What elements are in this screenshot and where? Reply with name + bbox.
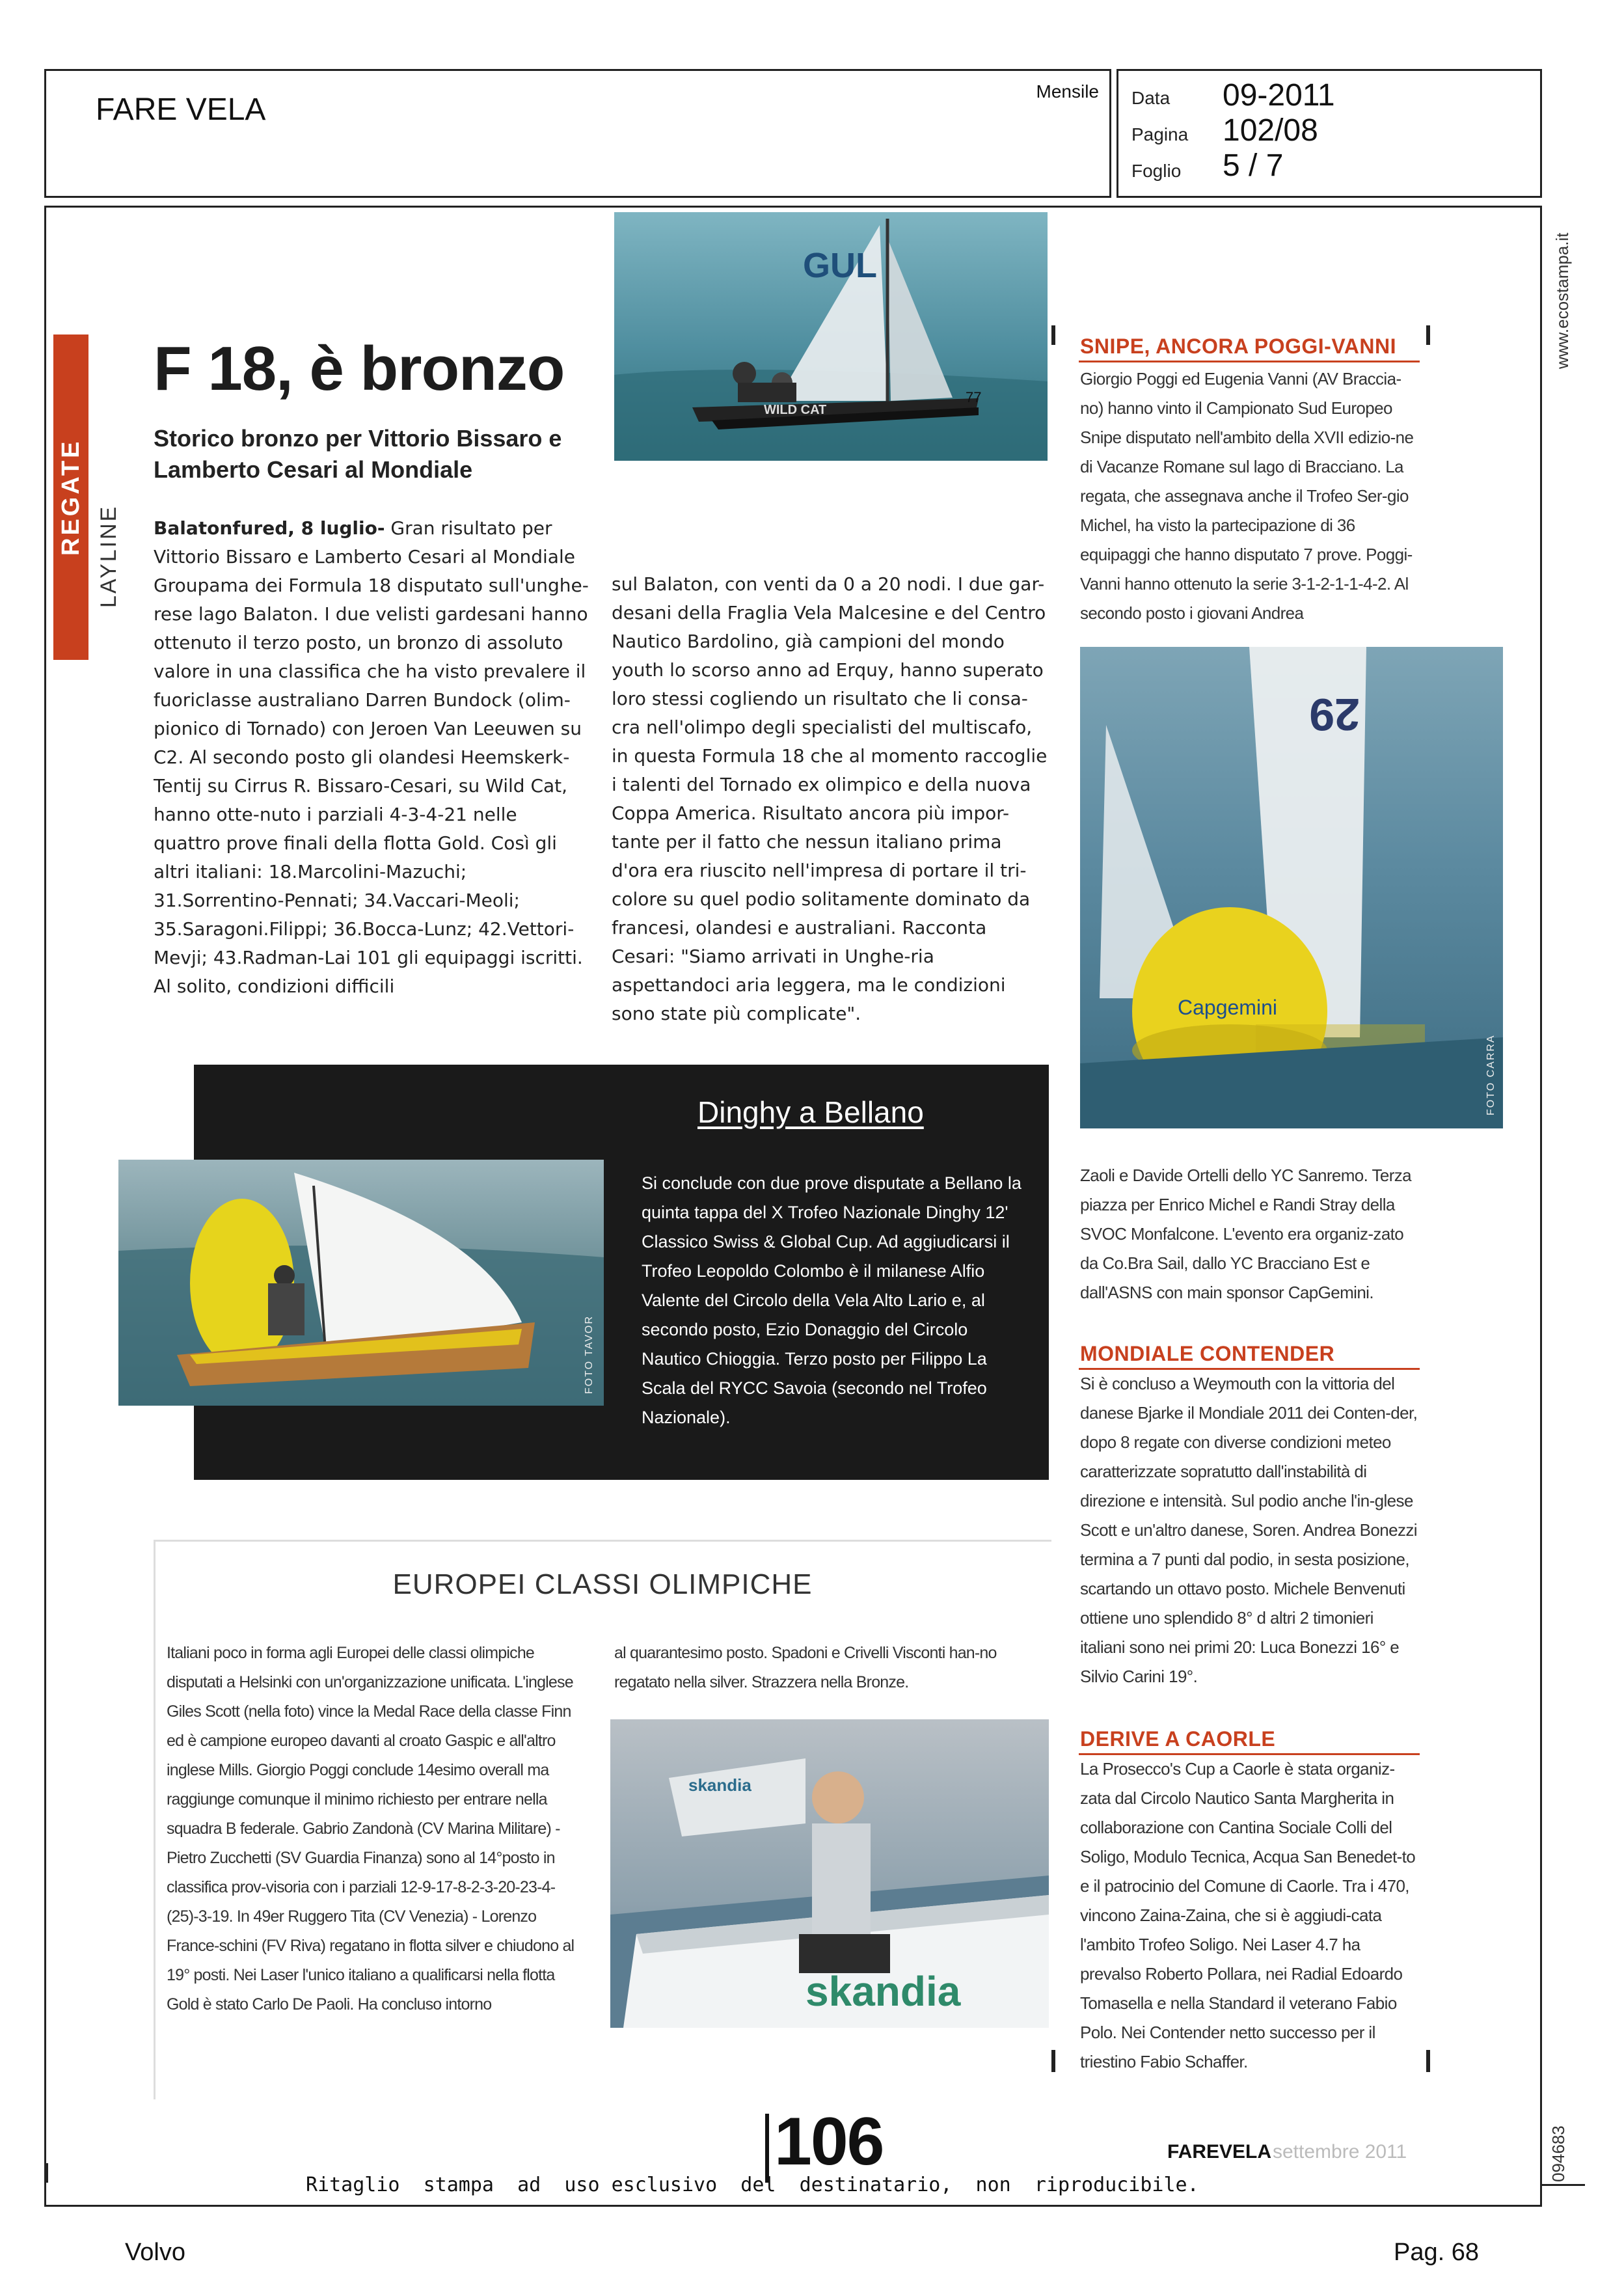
catamaran-photo bbox=[614, 212, 1048, 461]
finn-photo bbox=[610, 1719, 1049, 2028]
finn-hull-logo: skandia bbox=[688, 1775, 751, 1795]
page-number: 106 bbox=[774, 2104, 884, 2179]
cat-sail-logo: GUL bbox=[803, 246, 877, 285]
section-subtab-label: LAYLINE bbox=[96, 504, 121, 608]
dinghy-photo bbox=[118, 1160, 604, 1406]
right-column-mark-top-right bbox=[1426, 325, 1430, 345]
europei-column-2: al quarantesimo posto. Spadoni e Crivelli Visconti han-no regatato nella silver. Strazzera nella Bronze. bbox=[614, 1644, 997, 1691]
finn-illustration bbox=[610, 1719, 1049, 2028]
cat-hull-label: WILD CAT bbox=[764, 403, 827, 417]
article-column-2: sul Balaton, con venti da 0 a 20 nodi. I due gar-desani della Fraglia Vela Malcesine e del Centro Nautico Bardolino, già campioni del mondo youth lo scorso anno ad Erquy, hanno superato loro stessi cogliendo un risultato che li consa-cra nell'olimpo degli specialisti del multiscafo, in questa Formula 18 che al momento raccoglie i talenti del Tornado ex olimpico e della nuova Coppa America. Risultato ancora più impor-tante per il fatto che nessun italiano prima d'ora era riuscito nell'impresa di portare il tri-colore su quel podio solitamente dominato da francesi, olandesi e australiani. Racconta Cesari: "Siamo arrivati in Unghe-ria aspettandoci aria leggera, ma le condizioni sono state più complicate". bbox=[612, 573, 1048, 1024]
side-code: 094683 bbox=[1549, 2125, 1568, 2183]
europei-column-1: Italiani poco in forma agli Europei delle classi olimpiche disputati a Helsinki con un'organizzazione unificata. L'inglese Giles Scott (nella foto) vince la Medal Race della classe Finn ed è campione europeo davanti al croato Gaspic e all'altro inglese Mills. Giorgio Poggi conclude 14esimo overall ma raggiunge comunque il minimo richiesto per entrare nella squadra B federale. Gabrio Zandonà (CV Marina Militare) - Pietro Zucchetti (SV Guardia Finanza) sono al 14°posto in classifica prov-visoria con i parziali 12-9-17-8-2-3-20-23-4-(25)-3-19. In 49er Ruggero Tita (CV Venezia) - Lorenzo France-schini (FV Riva) regatano in flotta silver e chiudono al 19° posti. Nei Laser l'unico italiano a qualificarsi nella flotta Gold è stato Carlo De Paoli. Ha concluso intorno bbox=[167, 1644, 575, 2013]
cat-number: 77 bbox=[966, 389, 982, 405]
dinghy-illustration bbox=[118, 1160, 604, 1406]
article-col1-text: Gran risultato per Vittorio Bissaro e Lamberto Cesari al Mondiale Groupama dei Formula 18 disputato sull'unghe-rese lago Balaton. I due velisti gardesani hanno ottenuto il terzo posto, un bronzo di assoluto valore in una classifica che ha visto prevalere il fuoriclasse australiano Darren Bundock (olim-pionico di Tornado) con Jeroen Van Leeuwen su C2. Al secondo posto gli olandesi Heemskerk-Tentij su Cirrus R. Bissaro-Cesari, su Wild Cat, hanno otte-nuto i parziali 4-3-4-21 nelle quattro prove finali della flotta Gold. Così gli altri italiani: 18.Marcolini-Mazuchi; 31.Sorrentino-Pennati; 34.Vaccari-Meoli; 35.Saragoni.Filippi; 36.Bocca-Lunz; 42.Vettori-Mevji; 43.Radman-Lai 101 gli equipaggi iscritti. Al solito, condizioni difficili bbox=[154, 517, 589, 997]
foglio-value: 5 / 7 bbox=[1223, 148, 1284, 183]
snipe-buoy-logo: Capgemini bbox=[1178, 996, 1277, 1019]
contender-heading: MONDIALE CONTENDER bbox=[1080, 1342, 1335, 1365]
article-title: F 18, è bronzo bbox=[154, 334, 565, 403]
finn-sign-logo: skandia bbox=[805, 1968, 961, 2015]
snipe-photo bbox=[1080, 647, 1503, 1128]
catamaran-illustration bbox=[614, 212, 1048, 461]
snipe-heading-rule bbox=[1079, 361, 1420, 362]
derive-heading: DERIVE A CAORLE bbox=[1080, 1727, 1276, 1751]
footer-brand: FAREVELA bbox=[1167, 2141, 1272, 2163]
derive-text: La Prosecco's Cup a Caorle è stata organiz-zata dal Circolo Nautico Santa Margherita in collaborazione con Cantina Sociale Colli del Soligo, Modulo Tecnica, Acqua San Benedet-to e il patrocinio del Comune di Caorle. Tra i 470, vincono Zaina-Zaina, che si è aggiudi-cata l'ambito Trofeo Soligo. Nei Laser 4.7 ha prevalso Roberto Pollara, nei Radial Edoardo Tomasella e nella Standard il veterano Fabio Polo. Nei Contender netto successo per il triestino Fabio Schaffer. bbox=[1080, 1759, 1416, 2071]
pagina-label: Pagina bbox=[1131, 124, 1189, 144]
snipe-illustration bbox=[1080, 647, 1503, 1128]
header-publication-box bbox=[44, 69, 1111, 198]
footer-left: Volvo bbox=[125, 2239, 185, 2266]
footer-right: Pag. 68 bbox=[1394, 2239, 1479, 2266]
publication-name: FARE VELA bbox=[96, 92, 266, 127]
disclaimer: Ritaglio stampa ad uso esclusivo del destinatario, non riproducibile. bbox=[306, 2174, 1199, 2196]
article-lead: Balatonfured, 8 luglio- bbox=[154, 517, 385, 539]
right-column-mark-top bbox=[1051, 325, 1055, 345]
data-label: Data bbox=[1131, 88, 1171, 108]
snipe-sail-number: 29 bbox=[1309, 689, 1360, 740]
header-info-box bbox=[1116, 69, 1542, 198]
data-value: 09-2011 bbox=[1223, 78, 1335, 113]
article-subtitle: Storico bronzo per Vittorio Bissaro e Lamberto Cesari al Mondiale bbox=[154, 425, 562, 483]
footer-tick bbox=[44, 2163, 48, 2183]
europei-title: EUROPEI CLASSI OLIMPICHE bbox=[392, 1568, 813, 1600]
page-number-bar bbox=[765, 2114, 769, 2183]
snipe-heading: SNIPE, ANCORA POGGI-VANNI bbox=[1080, 334, 1397, 358]
side-url: www.ecostampa.it bbox=[1552, 232, 1572, 369]
snipe-text-1: Giorgio Poggi ed Eugenia Vanni (AV Braccia-no) hanno vinto il Campionato Sud Europeo Snipe disputato nell'ambito della XVII edizio-ne di Vacanze Romane sul lago di Bracciano. La regata, che assegnava anche il Trofeo Ser-gio Michel, ha visto la partecipazione di 36 equipaggi che hanno disputato 7 prove. Poggi-Vanni hanno ottenuto la serie 3-1-2-1-1-4-2. Al secondo posto i giovani Andrea bbox=[1080, 369, 1414, 623]
dinghy-text: Si conclude con due prove disputate a Bellano la quinta tappa del X Trofeo Nazionale Dinghy 12' Classico Swiss & Global Cup. Ad aggiudicarsi il Trofeo Leopoldo Colombo è il milanese Alfio Valente del Circolo della Vela Alto Lario e, al secondo posto, Ezio Donaggio del Circolo Nautico Chioggia. Terzo posto per Filippo La Scala del RYCC Savoia (secondo nel Trofeo Nazionale). bbox=[642, 1173, 1022, 1427]
footer-brand-month: settembre 2011 bbox=[1273, 2141, 1407, 2163]
article-column-1 bbox=[154, 514, 589, 1001]
section-tab-label: REGATE bbox=[57, 439, 85, 556]
foglio-label: Foglio bbox=[1131, 161, 1182, 181]
dinghy-photo-credit: FOTO TAVOR bbox=[584, 1315, 595, 1394]
snipe-photo-credit: FOTO CARRA bbox=[1485, 1034, 1496, 1115]
contender-text: Si è concluso a Weymouth con la vittoria del danese Bjarke il Mondiale 2011 dei Conten-der, dopo 8 regate con diverse condizioni meteo caratterizzate sopratutto dall'instabilità di direzione e intensità. Sul podio anche l'in-glese Scott e un'altro danese, Soren. Andrea Bonezzi termina a 7 punti dal podio, in sesta posizione, scartando un ottavo posto. Michele Benvenuti ottiene uno splendido 8° d altri 2 timonieri italiani sono nei primi 20: Luca Bonezzi 16° e Silvio Carini 19°. bbox=[1080, 1374, 1418, 1686]
right-column-mark-bottom-right bbox=[1426, 2050, 1430, 2072]
side-divider bbox=[1542, 2184, 1585, 2186]
pagina-value: 102/08 bbox=[1223, 113, 1318, 148]
dinghy-title: Dinghy a Bellano bbox=[697, 1095, 924, 1129]
right-column-mark-bottom bbox=[1051, 2050, 1055, 2072]
snipe-text-2: Zaoli e Davide Ortelli dello YC Sanremo. Terza piazza per Enrico Michel e Randi Stray della SVOC Monfalcone. L'evento era organiz-zato da Co.Bra Sail, dallo YC Bracciano Est e dall'ASNS con main sponsor CapGemini. bbox=[1080, 1166, 1412, 1302]
publication-frequency: Mensile bbox=[1036, 81, 1099, 102]
